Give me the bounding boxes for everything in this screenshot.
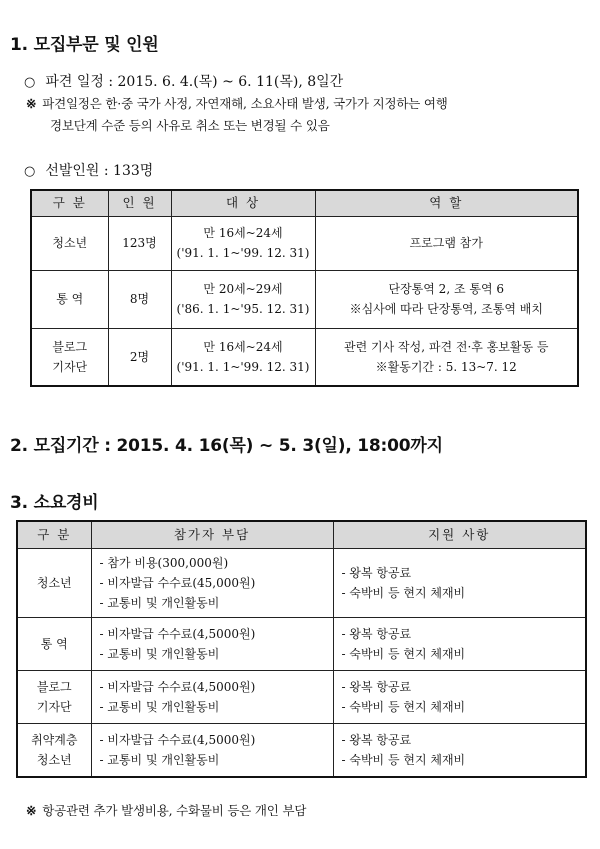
- section1-title: 1. 모집부문 및 인원: [10, 35, 159, 55]
- schedule-line: [24, 71, 343, 91]
- table-row: [31, 328, 578, 386]
- row-support: - 왕복 항공료 - 숙박비 등 현지 체재비: [333, 617, 586, 670]
- row-support: - 왕복 항공료 - 숙박비 등 현지 체재비: [333, 548, 586, 617]
- count-text: 선발인원 : 133명: [45, 163, 154, 179]
- row-support: - 왕복 항공료 - 숙박비 등 현지 체재비: [333, 723, 586, 777]
- row-support: - 왕복 항공료 - 숙박비 등 현지 체재비: [333, 670, 586, 723]
- note-line2: 경보단계 수준 등의 사유로 취소 또는 변경될 수 있음: [50, 118, 330, 133]
- note-asterisk-icon: ※: [26, 96, 37, 111]
- table-row: [17, 723, 586, 777]
- table-row: [17, 548, 586, 617]
- row-category: 통 역: [31, 270, 108, 328]
- table-header-row: [17, 521, 586, 548]
- row-category: 블로그 기자단: [31, 328, 108, 386]
- header-people: 인 원: [108, 190, 171, 216]
- row-target: 만 16세~24세 ('91. 1. 1~'99. 12. 31): [171, 328, 315, 386]
- section2-title: 2. 모집기간 : 2015. 4. 16(목) ~ 5. 3(일), 18:00까지: [10, 436, 443, 456]
- note-line1: 파견일정은 한·중 국가 사정, 자연재해, 소요사태 발생, 국가가 지정하는 여행: [42, 96, 448, 111]
- circle-bullet-icon: ○: [24, 164, 36, 179]
- row-burden: - 비자발급 수수료(4,5000원) - 교통비 및 개인활동비: [91, 617, 333, 670]
- row-category: 통 역: [17, 617, 91, 670]
- row-category: 청소년: [31, 216, 108, 270]
- schedule-note: [26, 93, 448, 137]
- table-header-row: [31, 190, 578, 216]
- circle-bullet-icon: ○: [24, 75, 36, 90]
- header-burden: 참가자 부담: [91, 521, 333, 548]
- row-people: 123명: [108, 216, 171, 270]
- header-role: 역 할: [315, 190, 578, 216]
- schedule-text: 파견 일정 : 2015. 6. 4.(목) ~ 6. 11(목), 8일간: [45, 74, 344, 90]
- row-category: 청소년: [17, 548, 91, 617]
- count-line: [24, 160, 153, 180]
- row-role: 관련 기사 작성, 파견 전·후 홍보활동 등 ※활동기간 : 5. 13~7. 12: [315, 328, 578, 386]
- header-target: 대 상: [171, 190, 315, 216]
- row-burden: - 비자발급 수수료(4,5000원) - 교통비 및 개인활동비: [91, 723, 333, 777]
- table-row: [31, 270, 578, 328]
- row-target: 만 20세~29세 ('86. 1. 1~'95. 12. 31): [171, 270, 315, 328]
- table-row: [17, 670, 586, 723]
- row-burden: - 비자발급 수수료(4,5000원) - 교통비 및 개인활동비: [91, 670, 333, 723]
- row-category: 블로그 기자단: [17, 670, 91, 723]
- table-row: [31, 216, 578, 270]
- expense-footer: [26, 800, 306, 822]
- row-people: 8명: [108, 270, 171, 328]
- row-role: 단장통역 2, 조 통역 6 ※심사에 따라 단장통역, 조통역 배치: [315, 270, 578, 328]
- row-role: 프로그램 참가: [315, 216, 578, 270]
- footer-text: 항공관련 추가 발생비용, 수화물비 등은 개인 부담: [42, 803, 307, 818]
- row-burden: - 참가 비용(300,000원) - 비자발급 수수료(45,000원) - 교통비 및 개인활동비: [91, 548, 333, 617]
- row-people: 2명: [108, 328, 171, 386]
- section3-title: 3. 소요경비: [10, 493, 99, 513]
- header-support: 지원 사항: [333, 521, 586, 548]
- table-row: [17, 617, 586, 670]
- header-category: 구 분: [31, 190, 108, 216]
- expense-table: [16, 520, 587, 778]
- row-target: 만 16세~24세 ('91. 1. 1~'99. 12. 31): [171, 216, 315, 270]
- footer-asterisk-icon: ※: [26, 803, 37, 818]
- recruitment-table: [30, 189, 579, 387]
- row-category: 취약계층 청소년: [17, 723, 91, 777]
- header-category: 구 분: [17, 521, 91, 548]
